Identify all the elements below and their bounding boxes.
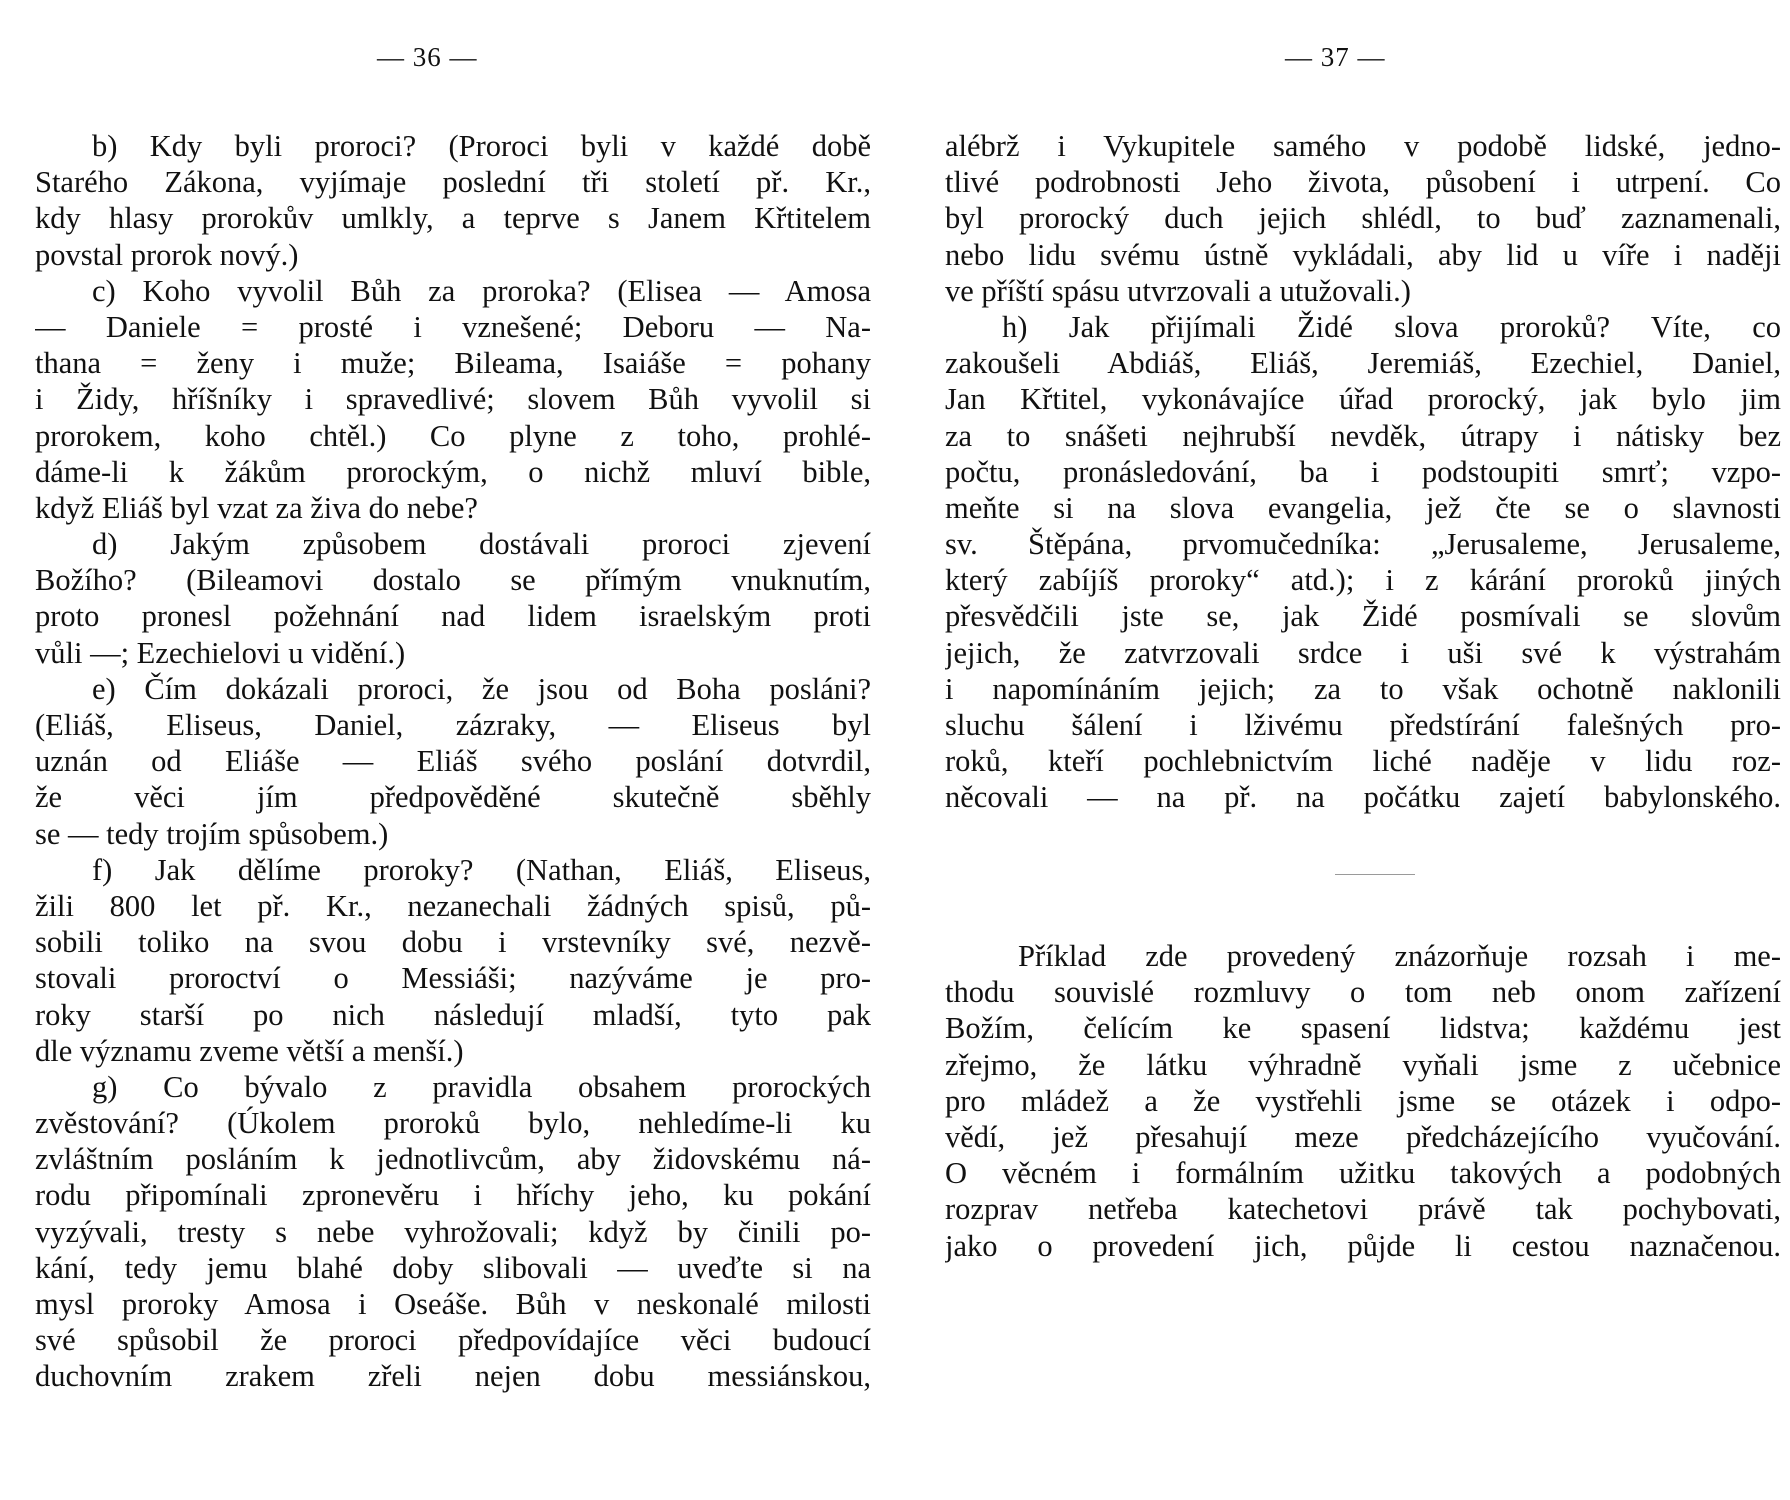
text-line: kdy hlasy prorokův umlkly, a teprve s Janem Křtitelem — [35, 201, 871, 236]
text-line: proto pronesl požehnání nad lidem israelským proti — [35, 599, 871, 634]
text-line: se — tedy trojím spůsobem.) — [35, 816, 389, 851]
text-line: jako o provedení jich, půjde li cestou naznačenou. — [945, 1228, 1781, 1263]
text-line: něcovali — na př. na počátku zajetí babylonského. — [945, 780, 1781, 815]
page-number-right: — 37 — — [1285, 42, 1386, 72]
right-page-closing-paragraph — [945, 938, 1781, 1264]
text-line: mysl proroky Amosa i Oseáše. Bůh v neskonalé milosti — [35, 1287, 871, 1321]
text-line: prorokem, koho chtěl.) Co plyne z toho, prohlé- — [35, 418, 871, 453]
text-line: počtu, pronásledování, ba i podstoupiti smrť; vzpo- — [945, 454, 1781, 489]
text-line: Příklad zde provedený znázorňuje rozsah i me- — [1018, 939, 1781, 973]
text-line: ve příští spásu utvrzovali a utužovali.) — [945, 273, 1411, 308]
text-line: jejich, že zatvrzovali srdce i uši své k výstrahám — [945, 635, 1781, 670]
text-line: pro mládež a že vystřehli jsme se otázek i odpo- — [945, 1083, 1781, 1118]
text-line: thodu souvislé rozmluvy o tom neb onom zařízení — [945, 975, 1781, 1010]
text-line: že věci jím předpověděné skutečně sběhly — [35, 780, 871, 815]
left-page-text — [35, 128, 871, 1395]
text-line: žili 800 let př. Kr., nezanechali žádných spisů, pů- — [35, 888, 871, 923]
text-line: Božího? (Bileamovi dostalo se přímým vnuknutím, — [35, 563, 871, 598]
text-line: Starého Zákona, vyjímaje poslední tři století př. Kr., — [35, 165, 871, 200]
text-line: b) Kdy byli proroci? (Proroci byli v každé době — [92, 129, 871, 163]
text-line: vůli —; Ezechielovi u vidění.) — [35, 635, 406, 670]
page-number-left: — 36 — — [377, 42, 478, 72]
text-line: thana = ženy i muže; Bileama, Isaiáše = pohany — [35, 346, 871, 381]
text-line: alébrž i Vykupitele samého v podobě lidské, jedno- — [945, 129, 1781, 163]
text-line: i Židy, hříšníky i spravedlivé; slovem Bůh vyvolil si — [35, 382, 871, 417]
text-line: meňte si na slova evangelia, jež čte se o slavnosti — [945, 490, 1781, 525]
text-line: uznán od Eliáše — Eliáš svého poslání dotvrdil, — [35, 744, 871, 779]
text-line: tlivé podrobnosti Jeho života, působení i utrpení. Co — [945, 165, 1781, 200]
text-line: zvěstování? (Úkolem proroků bylo, nehledíme-li ku — [35, 1106, 871, 1141]
text-line: vědí, jež přesahují meze předcházejícího vyučování. — [945, 1119, 1781, 1154]
text-line: roky starší po nich následují mladší, tyto pak — [35, 997, 871, 1032]
text-line: dle významu zveme větší a menší.) — [35, 1033, 464, 1068]
text-line: d) Jakým způsobem dostávali proroci zjevení — [92, 527, 871, 562]
text-line: sluchu šálení i lživému předstírání falešných pro- — [945, 708, 1781, 742]
right-page-text — [945, 128, 1781, 816]
text-line: za to snášeti nejhrubší nevděk, útrapy i nátisky bez — [945, 418, 1781, 453]
text-line: přesvědčili jste se, jak Židé posmívali se slovům — [945, 599, 1781, 634]
text-line: O věcném i formálním užitku takových a podobných — [945, 1156, 1781, 1191]
text-line: duchovním zrakem zřeli nejen dobu messiánskou, — [35, 1359, 871, 1394]
text-line: f) Jak dělíme proroky? (Nathan, Eliáš, Eliseus, — [92, 852, 871, 887]
text-line: — Daniele = prosté i vznešené; Deboru — Na- — [35, 309, 871, 344]
text-line: dáme-li k žákům prorockým, o nichž mluví bible, — [35, 454, 871, 489]
text-line: e) Čím dokázali proroci, že jsou od Boha posláni? — [92, 671, 871, 706]
section-divider — [1335, 874, 1415, 875]
text-line: sobili toliko na svou dobu i vrstevníky své, nezvě- — [35, 925, 871, 960]
text-line: h) Jak přijímali Židé slova proroků? Víte, co — [1002, 309, 1781, 344]
text-line: vyzývali, tresty s nebe vyhrožovali; když by činili po- — [35, 1214, 871, 1249]
text-line: když Eliáš byl vzat za živa do nebe? — [35, 490, 478, 525]
text-line: kání, tedy jemu blahé doby slibovali — uveďte si na — [35, 1250, 871, 1285]
text-line: zřejmo, že látku výhradně vyňali jsme z učebnice — [945, 1047, 1781, 1082]
text-line: nebo lidu svému ústně vykládali, aby lid u víře i naději — [945, 237, 1781, 272]
text-line: byl prorocký duch jejich shlédl, to buď zaznamenali, — [945, 201, 1781, 236]
text-line: sv. Štěpána, prvomučedníka: „Jerusaleme, Jerusaleme, — [945, 527, 1781, 562]
text-line: c) Koho vyvolil Bůh za proroka? (Elisea — Amosa — [92, 273, 871, 308]
text-line: povstal prorok nový.) — [35, 237, 299, 272]
text-line: rozprav netřeba katechetovi právě tak pochybovati, — [945, 1192, 1781, 1227]
text-line: rodu připomínali zpronevěru i hříchy jeho, ku pokání — [35, 1178, 871, 1213]
text-line: Božím, čelícím ke spasení lidstva; každému jest — [945, 1011, 1781, 1046]
text-line: své spůsobil že proroci předpovídajíce věci budoucí — [35, 1323, 871, 1358]
text-line: (Eliáš, Eliseus, Daniel, zázraky, — Eliseus byl — [35, 708, 871, 742]
text-line: Jan Křtitel, vykonávajíce úřad prorocký, jak bylo jim — [945, 382, 1781, 417]
text-line: roků, kteří pochlebnictvím liché naděje v lidu roz- — [945, 744, 1781, 779]
text-line: stovali proroctví o Messiáši; nazýváme je pro- — [35, 961, 871, 996]
text-line: který zabíjíš proroky“ atd.); i z kárání proroků jiných — [945, 563, 1781, 598]
text-line: g) Co bývalo z pravidla obsahem prorockých — [92, 1069, 871, 1104]
text-line: zvláštním posláním k jednotlivcům, aby židovskému ná- — [35, 1142, 871, 1177]
text-line: zakoušeli Abdiáš, Eliáš, Jeremiáš, Ezechiel, Daniel, — [945, 346, 1781, 381]
text-line: i napomínáním jejich; za to však ochotně naklonili — [945, 671, 1781, 706]
